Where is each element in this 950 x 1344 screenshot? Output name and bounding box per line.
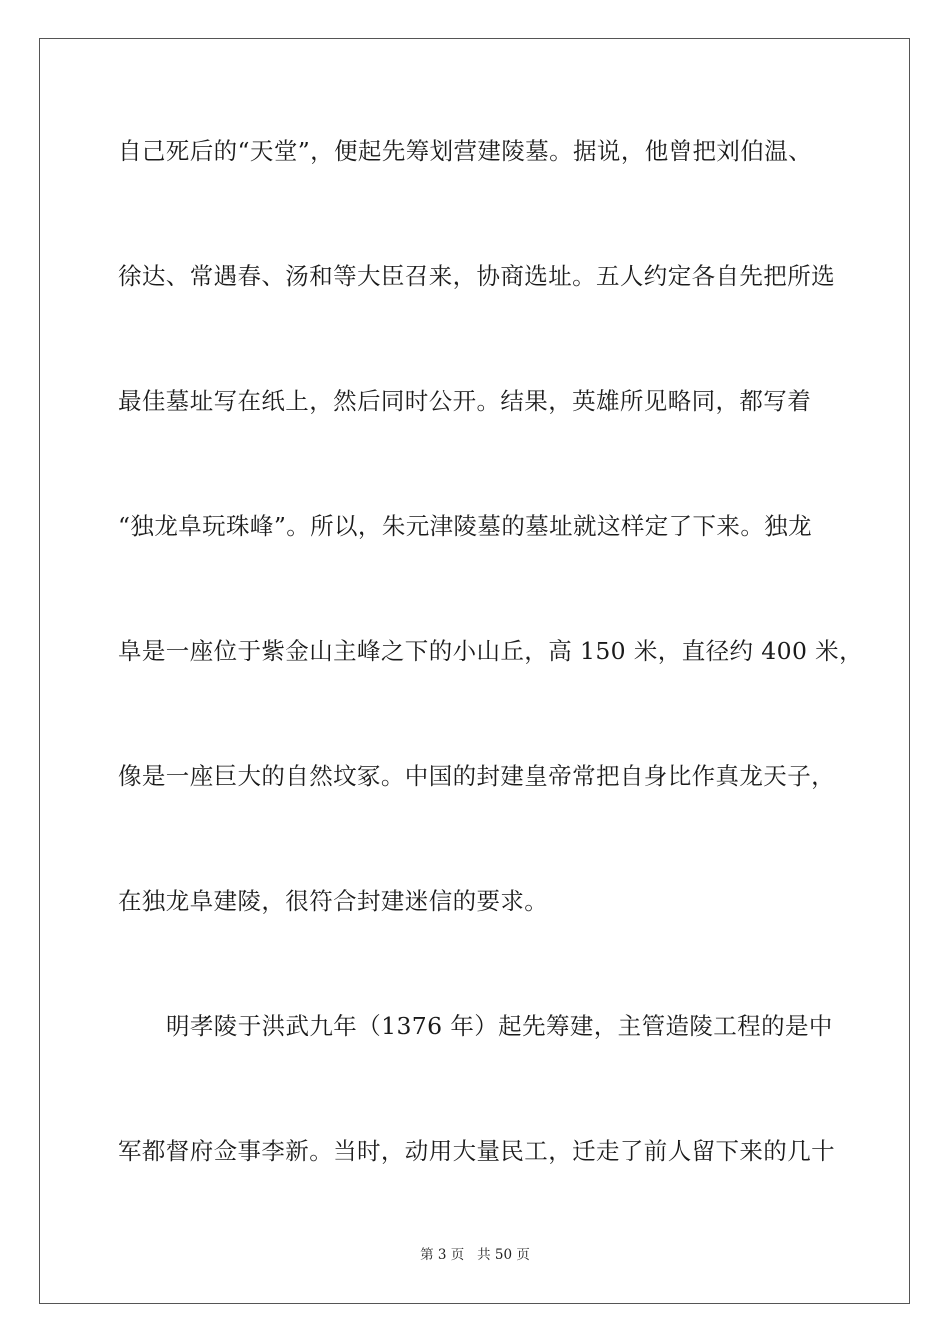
text-line-5: 阜是一座位于紫金山主峰之下的小山丘，高 150 米，直径约 400 米，	[118, 637, 863, 665]
text-line-6: 像是一座巨大的自然坟冢。中国的封建皇帝常把自身比作真龙天子，	[118, 762, 835, 790]
text-line-1: 自己死后的“天堂”，便起先筹划营建陵墓。据说，他曾把刘伯温、	[118, 137, 813, 165]
page-border	[39, 38, 910, 1304]
text-line-2: 徐达、常遇春、汤和等大臣召来，协商选址。五人约定各自先把所选	[118, 262, 835, 290]
paragraph-start-line: 明孝陵于洪武九年（1376 年）起先筹建，主管造陵工程的是中	[166, 1012, 833, 1040]
text-line-7: 在独龙阜建陵，很符合封建迷信的要求。	[118, 887, 549, 915]
text-line-9: 军都督府佥事李新。当时，动用大量民工，迁走了前人留下来的几十	[118, 1137, 835, 1165]
page-number-footer: 第 3 页 共 50 页	[420, 1247, 530, 1263]
text-line-3: 最佳墓址写在纸上，然后同时公开。结果，英雄所见略同，都写着	[118, 387, 812, 415]
text-line-4: “独龙阜玩珠峰”。所以，朱元津陵墓的墓址就这样定了下来。独龙	[118, 512, 813, 540]
